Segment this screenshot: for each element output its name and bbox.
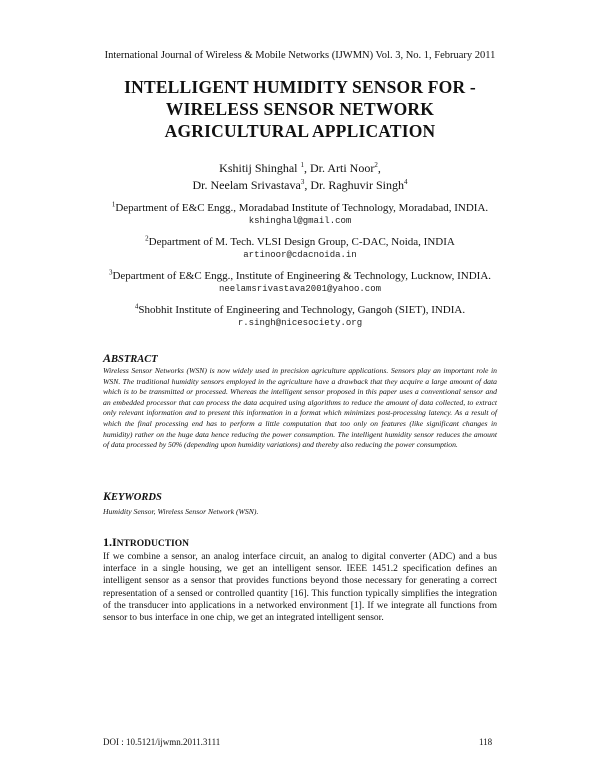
author-name: , Dr. Arti Noor: [304, 161, 375, 175]
affiliations: [0, 202, 600, 338]
affiliation: [0, 304, 600, 329]
author-name: Dr. Neelam Srivastava: [192, 178, 301, 192]
journal-header: International Journal of Wireless & Mobile Networks (IJWMN) Vol. 3, No. 1, February 2011: [104, 50, 496, 61]
affiliation-number: 3: [108, 268, 113, 277]
author-name: Kshitij Shinghal: [219, 161, 298, 175]
section-number: 1.: [103, 535, 112, 549]
abstract-heading-rest: BSTRACT: [111, 354, 158, 365]
introduction-heading-initial: I: [112, 535, 117, 549]
author-affil-marker: 4: [403, 178, 408, 186]
title-line: AGRICULTURAL APPLICATION: [164, 121, 436, 141]
author-line: [0, 160, 600, 177]
affiliation-email[interactable]: artinoor@cdacnoida.in: [243, 250, 357, 260]
affiliation-number: 2: [145, 234, 149, 243]
keywords-heading-rest: EYWORDS: [111, 492, 162, 503]
keywords-heading-initial: K: [103, 489, 112, 503]
author-affil-marker: 1: [300, 161, 304, 169]
affiliation: [0, 270, 600, 295]
keywords-heading: [103, 489, 162, 504]
page-number: 118: [479, 737, 493, 747]
author-name: , Dr. Raghuvir Singh: [304, 178, 404, 192]
keywords-text: Humidity Sensor, Wireless Sensor Network (WSN).: [103, 507, 259, 516]
affiliation-email[interactable]: kshinghal@gmail.com: [248, 216, 352, 226]
abstract-heading: [103, 351, 158, 366]
affiliation-email[interactable]: r.singh@nicesociety.org: [237, 318, 363, 328]
author-line: [0, 177, 600, 194]
author-separator: ,: [377, 161, 381, 175]
abstract-heading-initial: A: [103, 351, 112, 365]
affiliation: [0, 202, 600, 227]
author-list: [0, 160, 600, 194]
affiliation-email[interactable]: neelamsrivastava2001@yahoo.com: [218, 284, 382, 294]
title-line: INTELLIGENT HUMIDITY SENSOR FOR -: [124, 77, 476, 97]
author-affil-marker: 2: [374, 161, 378, 169]
affiliation-name: Shobhit Institute of Engineering and Technology, Gangoh (SIET), INDIA.: [138, 304, 466, 316]
author-affil-marker: 3: [300, 178, 305, 186]
affiliation-number: 4: [134, 302, 139, 311]
introduction-heading-rest: NTRODUCTION: [116, 539, 189, 549]
affiliation-name: Department of E&C Engg., Moradabad Institute of Technology, Moradabad, INDIA.: [115, 202, 489, 214]
paper-title: [90, 76, 510, 142]
affiliation: [0, 236, 600, 261]
title-line: WIRELESS SENSOR NETWORK: [165, 99, 435, 119]
introduction-heading: [103, 535, 189, 550]
footer-doi[interactable]: DOI : 10.5121/ijwmn.2011.3111: [103, 737, 221, 747]
abstract-text: Wireless Sensor Networks (WSN) is now widely used in precision agriculture applications. Sensors play an important role in WSN. The traditional humidity sensors employed in the agriculture have a drawback that they acquire a large amount of data which is to be transmitted or processed. Whereas the intelligent sensor proposed in this paper uses a conventional sensor and an embedded processor that can process the data acquired using algorithms to reduce the amount of data collected, to extract only relevant information and to present this information in a format which minimizes post-processing latency. As a result of which the final processing end has to perform a little computation that too only on features (like significant changes in humidity) rather on the huge data hence reducing the power consumption. The intelligent humidity sensor reduces the amount of data processed by 50% (depending upon humidity variations) and thereby also reducing the power consumption.: [103, 366, 497, 450]
affiliation-name: Department of E&C Engg., Institute of Engineering & Technology, Lucknow, INDIA.: [112, 270, 492, 282]
introduction-text: If we combine a sensor, an analog interface circuit, an analog to digital converter (ADC) and a bus interface in a single housing, we get an intelligent sensor. IEEE 1451.2 specification defines an intelligent sensor as a sensor that provides functions beyond those necessary for generating a correct representation of a sensed or controlled quantity [16]. This function typically simplifies the integration of the transducer into applications in a networked environment [1]. If we integrate all functions from sensor to bus interface in one chip, we get an integrated intelligent sensor.: [103, 552, 497, 624]
affiliation-name: Department of M. Tech. VLSI Design Group, C-DAC, Noida, INDIA: [148, 236, 455, 248]
affiliation-number: 1: [111, 200, 116, 209]
